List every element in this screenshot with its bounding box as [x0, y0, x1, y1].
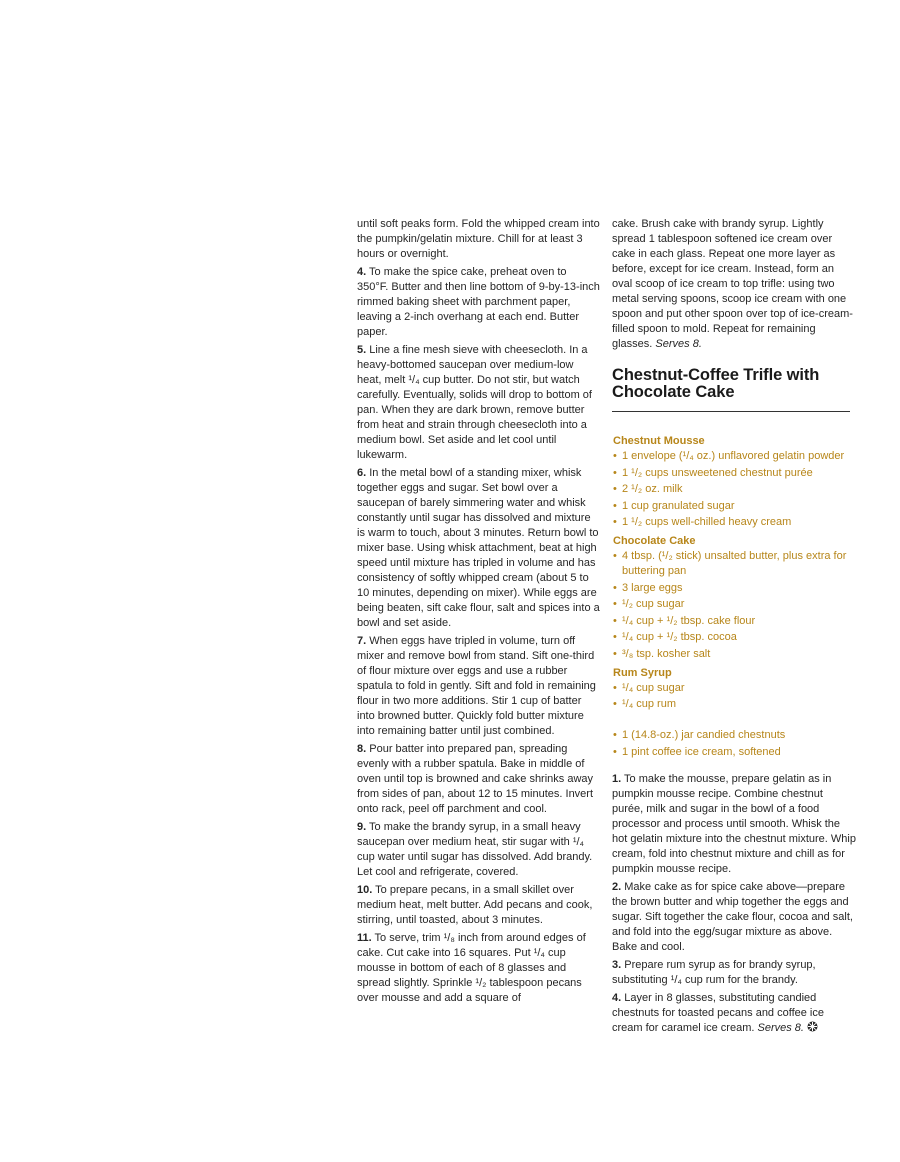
step-text: To serve, trim ¹/₈ inch from around edges of cake. Cut cake into 16 squares. Put ¹/₄ cup mousse in bottom of each of 8 glasses and spread slightly. Sprinkle ¹/₂ tablespoon pecans over mousse and add a square of — [357, 932, 586, 1004]
ingredient-item: • ¹/₄ cup + ¹/₂ tbsp. cocoa — [612, 630, 856, 645]
step-9 — [357, 820, 600, 880]
ingredient-item: • 2 ¹/₂ oz. milk — [612, 482, 856, 497]
step-3 — [612, 958, 856, 988]
ingredient-section-chestnut-mousse — [612, 434, 856, 530]
ingredient-list — [612, 549, 856, 662]
ingredient-item: • ¹/₄ cup sugar — [612, 681, 856, 696]
step-text: To make the brandy syrup, in a small heavy saucepan over medium heat, stir sugar with ¹/₄ cup water until sugar has dissolved. Add brandy. Let cool and refrigerate, covered. — [357, 821, 593, 878]
ingredient-item: • 1 ¹/₂ cups unsweetened chestnut purée — [612, 466, 856, 481]
step-number: 11. — [357, 932, 372, 944]
ingredient-item: • ¹/₄ cup + ¹/₂ tbsp. cake flour — [612, 614, 856, 629]
step-4-final — [612, 991, 856, 1037]
section-heading: Chocolate Cake — [613, 535, 696, 547]
step-number: 9. — [357, 821, 367, 833]
ingredient-item: • ³/₈ tsp. kosher salt — [612, 647, 856, 662]
step-number: 3. — [612, 958, 622, 971]
ingredient-item: • 3 large eggs — [612, 581, 856, 596]
ingredient-item: • ¹/₄ cup rum — [612, 697, 856, 712]
step-number: 5. — [357, 344, 367, 356]
step-text: Line a fine mesh sieve with cheesecloth. In a heavy-bottomed saucepan over medium-low heat, melt ¹/₄ cup butter. Do not stir, but watch carefully. Eventually, solids will drop to bottom of pan. When they are dark brown, remove butter from heat and strain through cheesecloth into a medium bowl. Set aside and let cool until lukewarm. — [357, 344, 592, 461]
step-number: 6. — [357, 467, 367, 479]
step-4 — [357, 265, 600, 340]
step-number: 2. — [612, 880, 622, 893]
ingredient-section-chocolate-cake — [612, 534, 856, 662]
step-1 — [612, 772, 856, 877]
step-number: 10. — [357, 884, 373, 896]
ingredient-item: • 1 (14.8-oz.) jar candied chestnuts — [612, 728, 856, 743]
left-column — [357, 217, 600, 1009]
continued-instructions — [612, 217, 856, 352]
step-text: Prepare rum syrup as for brandy syrup, substituting ¹/₄ cup rum for the brandy. — [612, 958, 816, 986]
ingredient-item: • 1 ¹/₂ cups well-chilled heavy cream — [612, 515, 856, 530]
step-5 — [357, 343, 600, 463]
section-heading: Rum Syrup — [613, 666, 672, 679]
step-7 — [357, 634, 600, 739]
serves-note: Serves 8. — [757, 1021, 804, 1034]
step-text: In the metal bowl of a standing mixer, whisk together eggs and sugar. Set bowl over a saucepan of barely simmering water and whisk constantly until sugar has dissolved and mixture is warm to touch, about 3 minutes. Return bowl to mixer base. Using whisk attachment, beat at high speed until mixture has tripled in volume and has consistency of softly whipped cream (about 5 to 10 minutes, depending on mixer). While eggs are being beaten, sift cake flour, salt and spices into a bowl and set aside. — [357, 467, 600, 629]
continued-text: cake. Brush cake with brandy syrup. Lightly spread 1 tablespoon softened ice cream over cake in each glass. Repeat one more layer as before, except for ice cream. Instead, form an oval scoop of ice cream to top trifle: using two metal serving spoons, scoop ice cream with one spoon and put other spoon over top of ice-cream-filled spoon to mold. Repeat for remaining glasses. — [612, 218, 853, 350]
recipe-instructions — [612, 772, 856, 1037]
step-text: To make the mousse, prepare gelatin as in pumpkin mousse recipe. Combine chestnut purée, milk and sugar in the bowl of a food processor and process until smooth. Whisk the hot gelatin mixture into the chestnut mixture. Whip cream, fold into chestnut mixture and chill as for pumpkin mousse recipe. — [612, 772, 856, 875]
ingredient-item: • ¹/₂ cup sugar — [612, 597, 856, 612]
step-10 — [357, 883, 600, 928]
step-text: When eggs have tripled in volume, turn off mixer and remove bowl from stand. Sift one-third of flour mixture over eggs and use a rubber spatula to fold in gently. Sift and fold in remaining flour in two more additions. Stir 1 cup of batter into browned butter. Quickly fold butter mixture into remaining batter until just combined. — [357, 635, 596, 737]
right-column — [612, 217, 856, 1040]
ingredient-item: • 1 envelope (¹/₄ oz.) unflavored gelatin powder — [612, 449, 856, 464]
step-number: 7. — [357, 635, 367, 647]
step-text: Pour batter into prepared pan, spreading evenly with a rubber spatula. Bake in middle of oven until top is browned and cake shrinks away from sides of pan, about 12 to 15 minutes. Invert onto rack, peel off parchment and cool. — [357, 743, 594, 815]
title-divider — [612, 411, 850, 412]
ingredient-section-rum-syrup — [612, 666, 856, 713]
continued-instructions: until soft peaks form. Fold the whipped cream into the pumpkin/gelatin mixture. Chill for at least 3 hours or overnight. — [357, 218, 600, 260]
step-number: 4. — [357, 266, 367, 278]
step-text: To make the spice cake, preheat oven to 350°F. Butter and then line bottom of 9-by-13-inch rimmed baking sheet with parchment paper, leaving a 2-inch overhang at each end. Butter paper. — [357, 266, 600, 338]
recipe-title: Chestnut-Coffee Trifle with Chocolate Cake — [612, 366, 820, 401]
section-heading: Chestnut Mousse — [613, 435, 705, 447]
step-text: To prepare pecans, in a small skillet over medium heat, melt butter. Add pecans and cook, stirring, until toasted, about 3 minutes. — [357, 884, 593, 926]
extra-ingredient-list — [612, 728, 856, 760]
end-of-article-icon — [807, 1021, 818, 1037]
ingredient-item: • 4 tbsp. (¹/₂ stick) unsalted butter, plus extra for buttering pan — [612, 549, 856, 579]
step-6 — [357, 466, 600, 631]
step-number: 4. — [612, 991, 622, 1004]
ingredient-list — [612, 449, 856, 530]
step-text: Layer in 8 glasses, substituting candied chestnuts for toasted pecans and coffee ice cream for caramel ice cream. — [612, 991, 824, 1034]
ingredient-item: • 1 cup granulated sugar — [612, 499, 856, 514]
step-2 — [612, 880, 856, 955]
step-number: 1. — [612, 772, 622, 785]
step-text: Make cake as for spice cake above—prepare the brown butter and whip together the eggs and sugar. Sift together the cake flour, cocoa and salt, and fold into the egg/sugar mixture as above. Bake and cool. — [612, 880, 853, 953]
ingredient-list — [612, 681, 856, 713]
step-11 — [357, 931, 600, 1006]
step-number: 8. — [357, 743, 367, 755]
ingredient-item: • 1 pint coffee ice cream, softened — [612, 745, 856, 760]
step-8 — [357, 742, 600, 817]
serves-note: Serves 8. — [655, 338, 702, 350]
